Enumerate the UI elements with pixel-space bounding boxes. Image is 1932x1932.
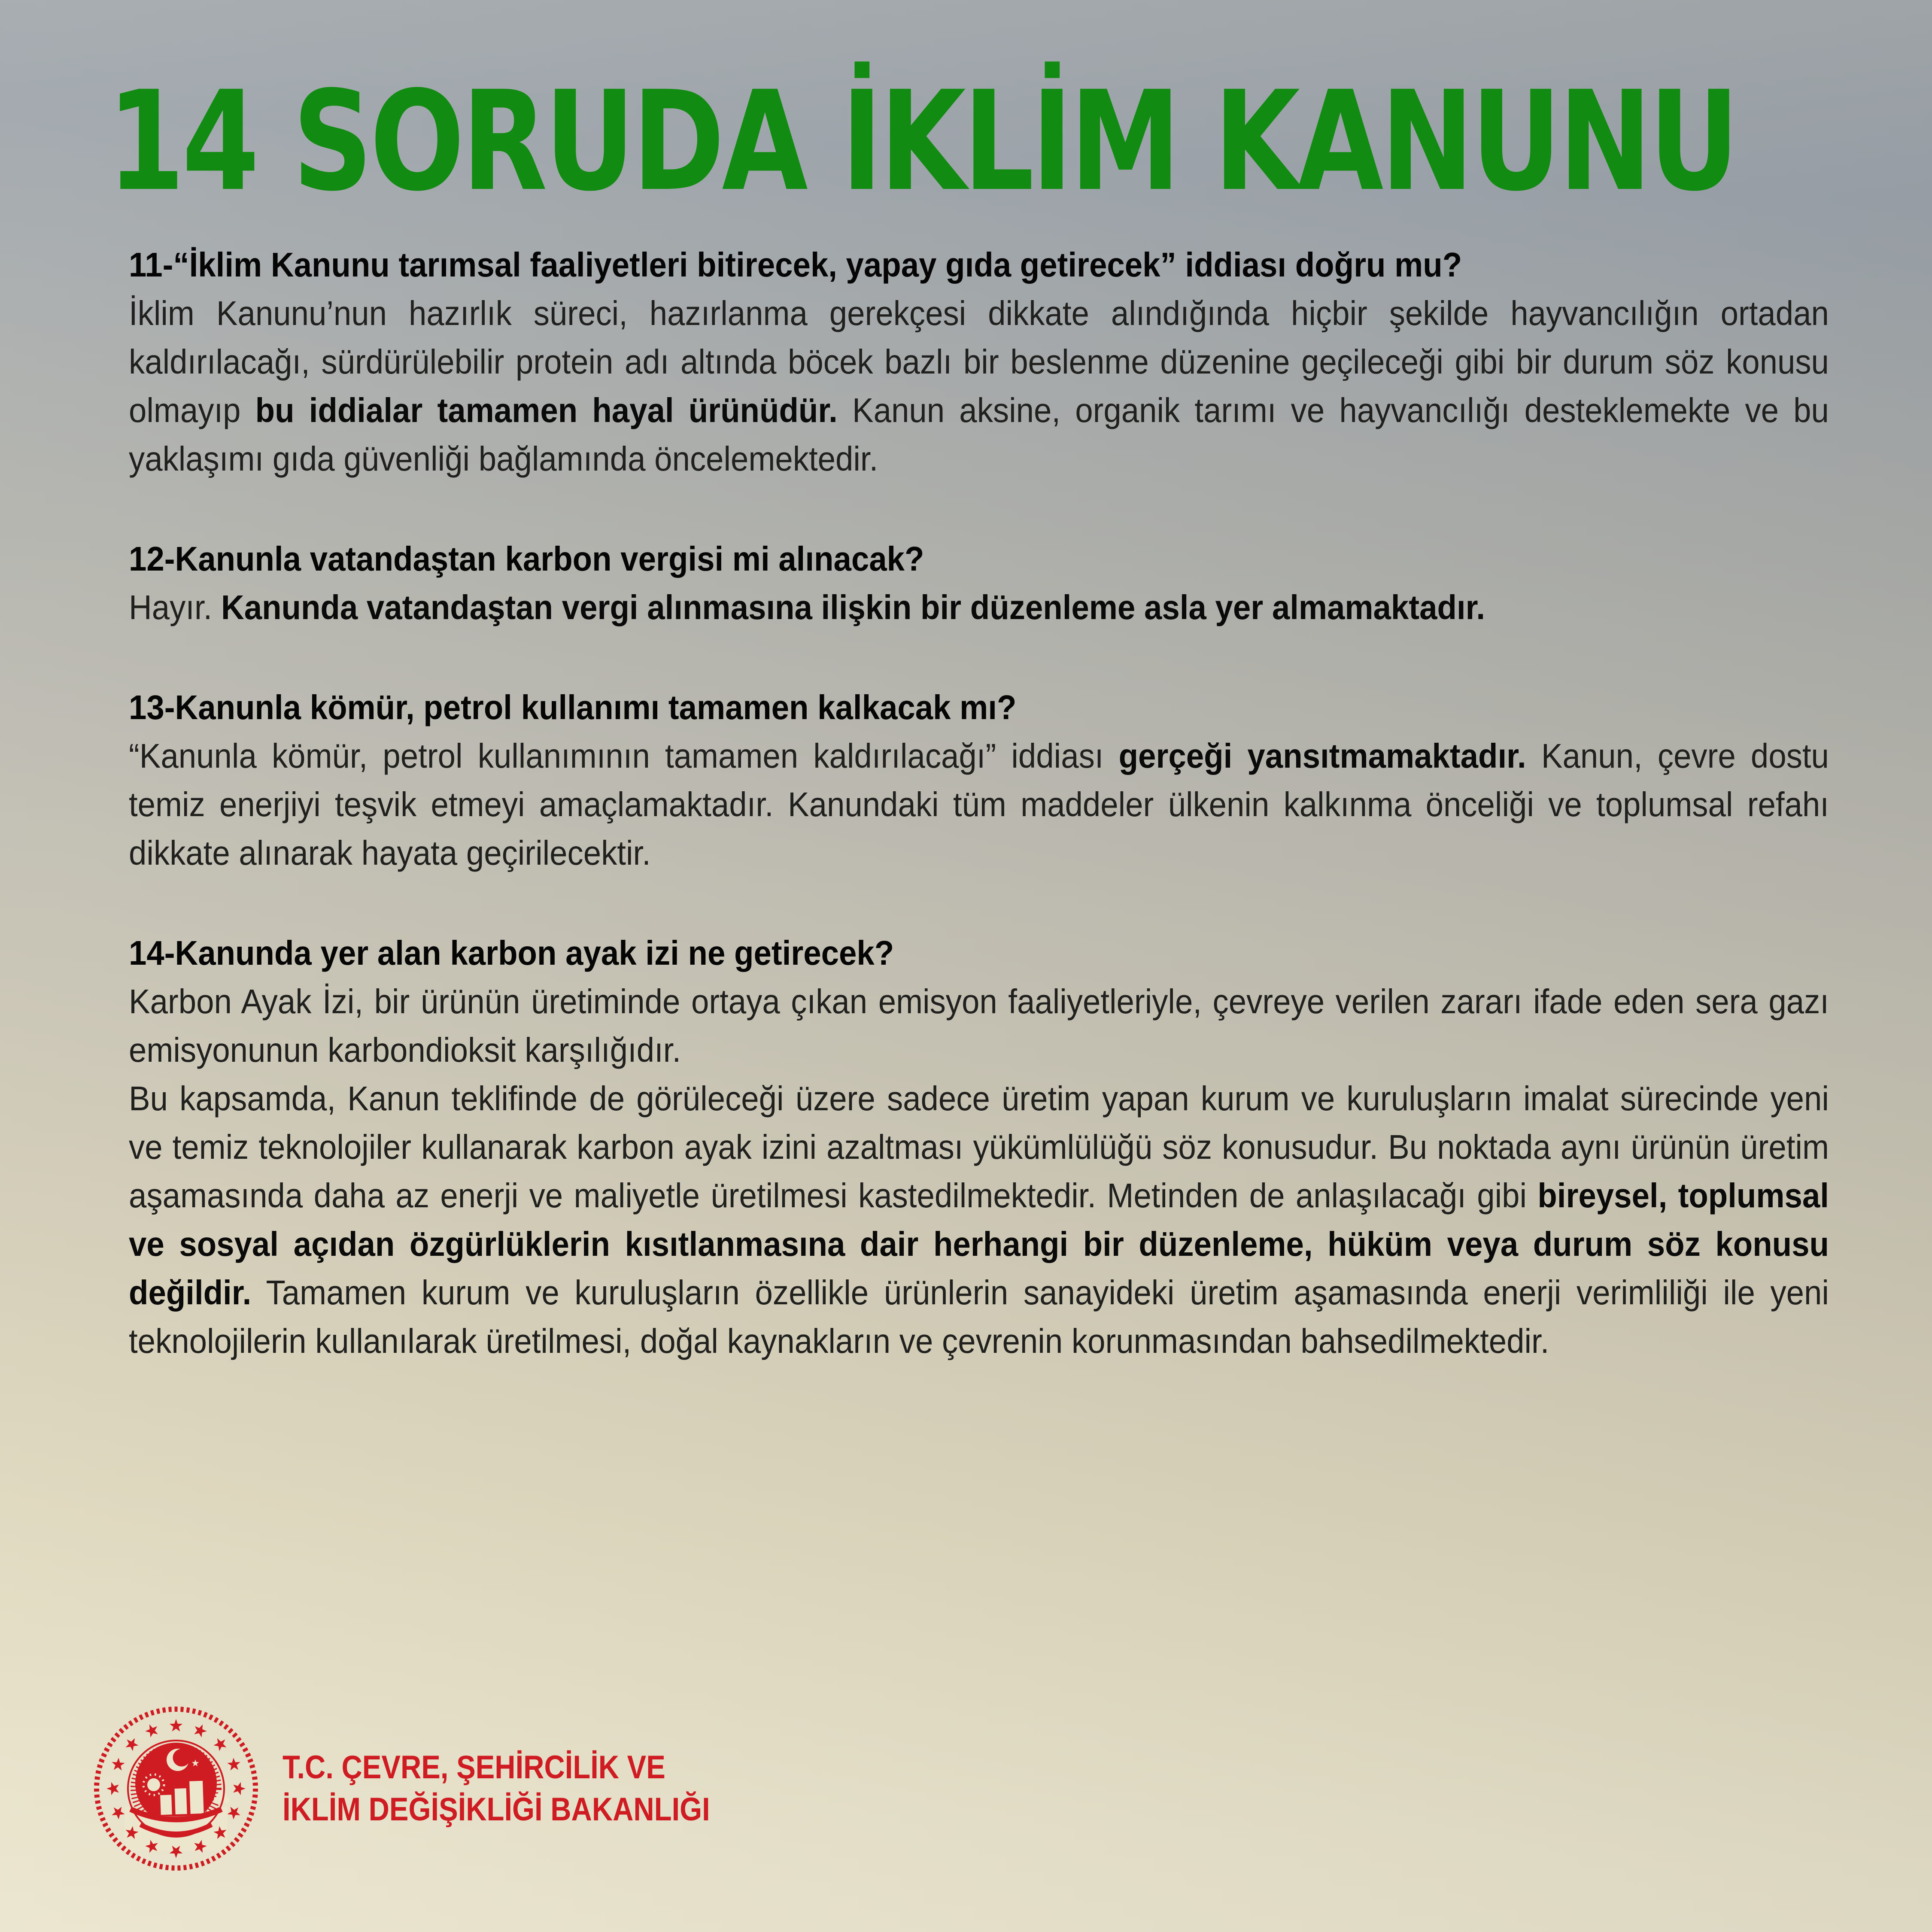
- answer-11-text-pre: İklim Kanunu’nun hazırlık süreci, hazırlanma gerekçesi dikkate alındığında hiçbir şekilde hayvancılığın ortadan kaldırılacağı, sürdürülebilir protein adı altında böcek bazlı bir beslenme düzenine geçileceği gibi bir durum söz konusu olmayıp: [129, 294, 1829, 429]
- answer-14-paragraph-2: [129, 1074, 1829, 1365]
- answer-13-text-pre: “Kanunla kömür, petrol kullanımının tamamen kaldırılacağı” iddiası: [129, 737, 1119, 775]
- answer-13-paragraph: [129, 732, 1829, 877]
- question-14-heading: 14-Kanunda yer alan karbon ayak izi ne getirecek?: [129, 934, 894, 972]
- answer-14-text-post: Tamamen kurum ve kuruluşların özellikle ürünlerin sanayideki üretim aşamasında enerji verimliliği ile yeni teknolojilerin kullanılarak üretilmesi, doğal kaynakların ve çevrenin korunmasından bahsedilmektedir.: [129, 1273, 1829, 1360]
- question-13-heading: 13-Kanunla kömür, petrol kullanımı tamamen kalkacak mı?: [129, 688, 1017, 726]
- answer-14-paragraph-1: Karbon Ayak İzi, bir ürünün üretiminde ortaya çıkan emisyon faaliyetleriyle, çevreye verilen zararı ifade eden sera gazı emisyonunun karbondioksit karşılığıdır.: [129, 982, 1829, 1069]
- answer-13-text-post: Kanun, çevre dostu temiz enerjiyi teşvik etmeyi amaçlamaktadır. Kanundaki tüm maddeler ülkenin kalkınma önceliği ve toplumsal refahı dikkate alınarak hayata geçirilecektir.: [129, 737, 1829, 872]
- answer-14-emphasis-text: bireysel, toplumsal ve sosyal açıdan özgürlüklerin kısıtlanmasına dair herhangi bir düzenleme, hüküm veya durum söz konusu değildir.: [129, 1176, 1829, 1312]
- answer-12-emphasis-text: Kanunda vatandaştan vergi alınmasına ilişkin bir düzenleme asla yer almamaktadır.: [221, 588, 1485, 626]
- answer-13-emphasis-text: gerçeği yansıtmamaktadır.: [1118, 737, 1526, 775]
- ministry-footer: [90, 1703, 769, 1874]
- ministry-seal-icon: [90, 1703, 262, 1874]
- faq-section-13: [129, 683, 1829, 877]
- answer-14-text-pre: Bu kapsamda, Kanun teklifinde de görüleceği üzere sadece üretim yapan kurum ve kuruluşların imalat sürecinde yeni ve temiz teknolojiler kullanarak karbon ayak izini azaltması yükümlülüğü söz konusudur. Bu noktada aynı ürünün üretim aşamasında daha az enerji ve maliyetle üretilmesi kastedilmektedir. Metinden de anlaşılacağı gibi: [129, 1079, 1829, 1215]
- answer-11-paragraph: [129, 289, 1829, 483]
- question-12-heading: 12-Kanunla vatandaştan karbon vergisi mi alınacak?: [129, 540, 924, 578]
- answer-11-emphasis-text: bu iddialar tamamen hayal ürünüdür.: [255, 391, 838, 429]
- answer-12-text-pre: Hayır.: [129, 588, 221, 626]
- faq-section-14: [129, 929, 1829, 1365]
- page-title: 14 SORUDA İKLİM KANUNU: [107, 62, 1737, 222]
- ministry-name: [283, 1747, 710, 1831]
- faq-section-12: [129, 535, 1829, 632]
- faq-section-11: [129, 240, 1829, 483]
- question-11-heading: 11-“İklim Kanunu tarımsal faaliyetleri bitirecek, yapay gıda getirecek” iddiası doğru mu?: [129, 246, 1462, 284]
- faq-content: [129, 240, 1829, 1365]
- ministry-name-line-2: İKLİM DEĞİŞİKLİĞİ BAKANLIĞI: [283, 1791, 710, 1828]
- answer-11-text-post: Kanun aksine, organik tarımı ve hayvancılığı desteklemekte ve bu yaklaşımı gıda güvenliği bağlamında öncelemektedir.: [129, 391, 1829, 478]
- answer-12-paragraph: [129, 583, 1829, 632]
- ministry-name-line-1: T.C. ÇEVRE, ŞEHİRCİLİK VE: [283, 1749, 665, 1786]
